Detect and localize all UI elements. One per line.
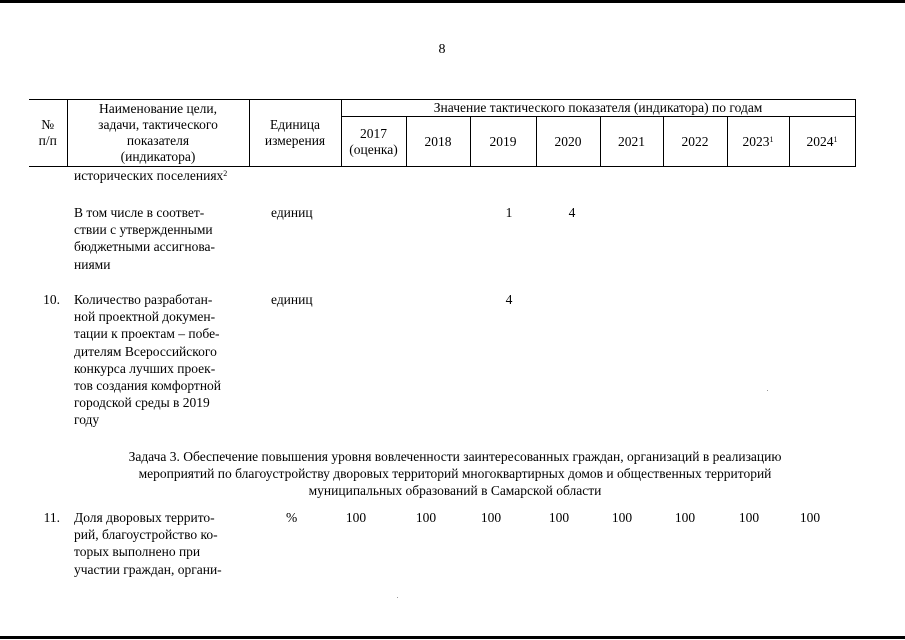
row-11-value-2021: 100 [611,510,633,525]
header-col-name [67,100,249,167]
row-11-value-2022: 100 [674,510,696,525]
header-year-2018 [406,117,470,167]
row-subitem-unit: единиц [271,205,313,220]
header-year-2019 [470,117,536,167]
task-3-heading [60,448,850,499]
row-11-value-2024: 100 [799,510,821,525]
desc-line: тации к проектам – побе- [74,326,220,342]
header-col-unit-line: измерения [264,133,326,148]
header-year-label: 2019 [489,133,517,149]
page-number: 8 [438,42,446,57]
desc-line: ниями [74,256,111,272]
header-col-number-line: п/п [38,133,57,148]
row-11-value-2019: 100 [480,510,502,525]
header-year-label: 2021 [618,133,645,149]
header-col-name-line: задачи, тактического [98,117,218,132]
page-top-edge [0,0,905,3]
task-3-line: Задача 3. Обеспечение повышения уровня вовлеченности заинтересованных граждан, организаций в реализацию [128,449,782,464]
header-year-2023 [727,117,789,167]
desc-line: Доля дворовых террито- [74,510,215,525]
row-11-unit: % [286,510,298,525]
header-year-label: 2017 [360,125,387,141]
desc-line: В том числе в соответ- [74,205,205,220]
header-col-name-line: показателя [126,133,190,148]
scan-speck [397,597,398,598]
desc-line: году [74,412,100,428]
row-11-description [74,509,246,578]
header-values-title: Значение тактического показателя (индикатора) по годам [341,100,855,117]
continuation-text [74,167,227,184]
footnote-mark: 1 [833,134,838,144]
page-bottom-edge [0,636,905,639]
header-year-sub: (оценка) [349,141,398,157]
desc-line: дителям Всероссийского [74,343,217,359]
row-10-description [74,291,246,429]
footnote-mark: 2 [223,169,228,178]
row-11-value-2018: 100 [415,510,437,525]
row-subitem-value-2020: 4 [568,205,576,220]
task-3-line: мероприятий по благоустройству дворовых территорий многоквартирных домов и общественных территорий [138,466,772,481]
desc-line: ной проектной докумен- [74,309,216,325]
header-year-label: 2022 [681,133,709,149]
row-11-value-2020: 100 [548,510,570,525]
header-col-unit-line: Единица [269,117,320,132]
header-col-unit [249,100,341,167]
row-10-number: 10. [43,292,60,307]
row-10-value-2019: 4 [505,292,513,307]
row-subitem-description [74,204,246,273]
desc-line: Количество разработан- [74,292,213,307]
row-subitem-value-2019: 1 [505,205,513,220]
header-year-label: 2018 [424,133,452,149]
header-year-2020 [536,117,600,167]
scan-speck [767,390,768,391]
header-year-label: 2023 [742,133,770,149]
desc-line: ствии с утвержденными [74,222,213,238]
desc-line: тов создания комфортной [74,378,222,394]
row-11-number: 11. [43,510,60,525]
desc-line: городской среды в 2019 [74,395,210,411]
task-3-line: муниципальных образований в Самарской области [308,483,602,498]
footnote-mark: 1 [769,134,774,144]
header-year-label: 2024 [806,133,834,149]
row-11-value-2017: 100 [345,510,367,525]
header-year-2022 [663,117,727,167]
desc-line: конкурса лучших проек- [74,360,216,376]
header-col-name-line: Наименование цели, [98,101,218,116]
desc-line: участии граждан, органи- [74,561,222,577]
desc-line: рий, благоустройство ко- [74,527,218,543]
indicator-table-header [29,99,856,167]
header-year-label: 2020 [554,133,582,149]
continuation-label: исторических поселениях [74,168,224,183]
desc-line: бюджетными ассигнова- [74,239,216,255]
desc-line: торых выполнено при [74,544,201,560]
header-col-number-line: № [41,117,55,132]
header-col-name-line: (индикатора) [120,149,196,164]
row-10-unit: единиц [271,292,313,307]
header-year-2021 [600,117,663,167]
header-year-2017 [341,117,406,167]
row-11-value-2023: 100 [738,510,760,525]
header-year-2024 [789,117,855,167]
header-col-number [29,100,67,167]
